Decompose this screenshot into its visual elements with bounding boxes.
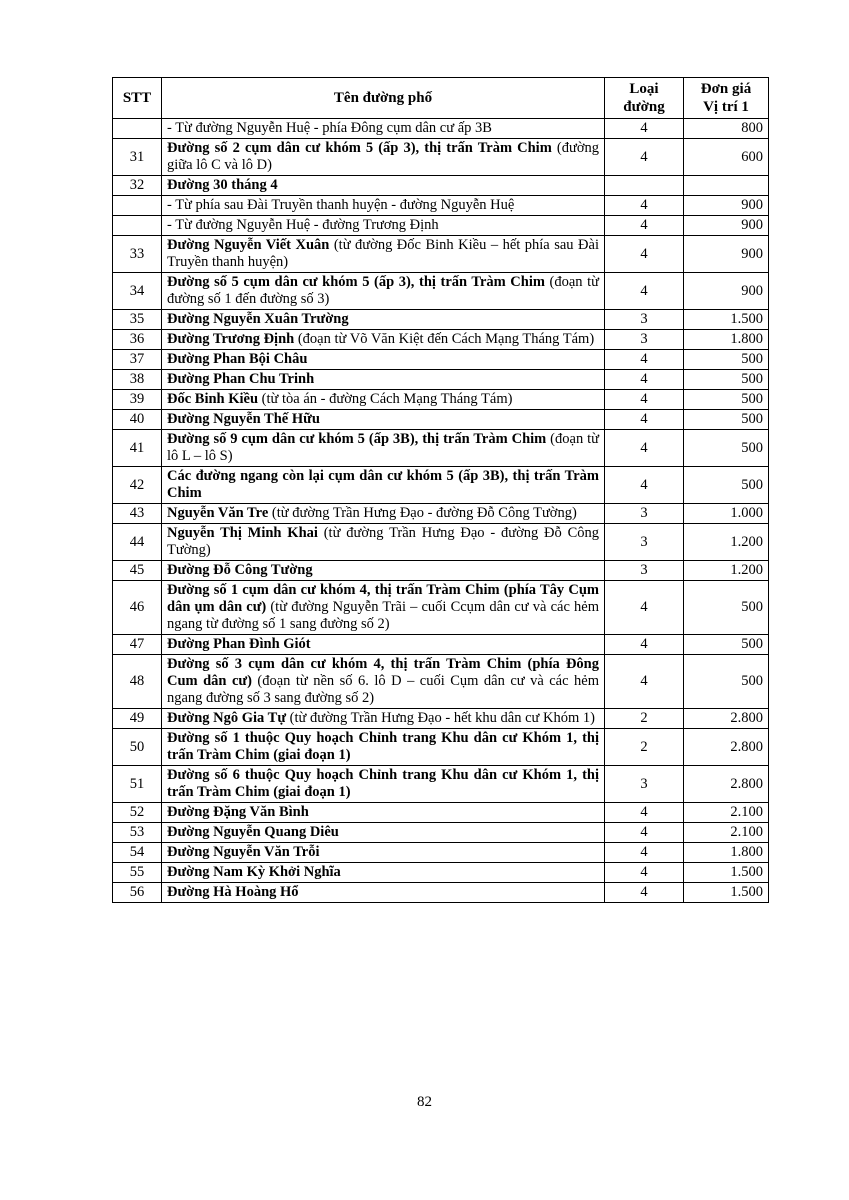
cell-road-type: 4 — [605, 635, 684, 655]
cell-road-type: 4 — [605, 390, 684, 410]
cell-unit-price: 1.800 — [684, 843, 769, 863]
cell-unit-price: 2.800 — [684, 729, 769, 766]
table-row — [113, 524, 769, 561]
cell-stt: 38 — [113, 370, 162, 390]
street-name-detail: (đường giữa lô C và lô D) — [167, 140, 599, 173]
cell-street-name — [162, 467, 605, 504]
street-name-bold: Đường số 1 thuộc Quy hoạch Chỉnh trang Khu dân cư Khóm 1, thị trấn Tràm Chim (giai đoạn 1) — [167, 730, 599, 763]
table-row — [113, 504, 769, 524]
table-row — [113, 766, 769, 803]
cell-stt: 49 — [113, 709, 162, 729]
table-row — [113, 176, 769, 196]
cell-stt: 51 — [113, 766, 162, 803]
cell-road-type: 4 — [605, 863, 684, 883]
table-row — [113, 370, 769, 390]
table-row — [113, 729, 769, 766]
street-name-bold: Đường Nguyễn Thế Hữu — [167, 411, 320, 427]
table-row — [113, 883, 769, 903]
cell-stt: 46 — [113, 581, 162, 635]
header-unit-price-line2: Vị trí 1 — [703, 99, 749, 115]
street-name-bold: Đường số 1 cụm dân cư khóm 4, thị trấn Tràm Chim (phía Tây Cụm dân ụm dân cư) — [167, 582, 599, 615]
cell-unit-price — [684, 176, 769, 196]
street-name-bold: Đường Ngô Gia Tự — [167, 710, 287, 726]
cell-stt: 34 — [113, 273, 162, 310]
cell-stt: 32 — [113, 176, 162, 196]
header-street-name: Tên đường phố — [162, 78, 605, 119]
street-name-bold: Đường Đỗ Công Tường — [167, 562, 313, 578]
cell-street-name — [162, 729, 605, 766]
cell-unit-price: 1.500 — [684, 883, 769, 903]
street-name-detail: (từ đường Trần Hưng Đạo - đường Đỗ Công Tường) — [268, 505, 577, 521]
cell-street-name — [162, 236, 605, 273]
cell-road-type: 3 — [605, 561, 684, 581]
cell-stt: 40 — [113, 410, 162, 430]
cell-road-type: 4 — [605, 883, 684, 903]
cell-unit-price: 500 — [684, 410, 769, 430]
header-road-type-line2: đường — [623, 99, 665, 115]
cell-unit-price: 900 — [684, 216, 769, 236]
table-row — [113, 410, 769, 430]
cell-stt: 43 — [113, 504, 162, 524]
table-row — [113, 823, 769, 843]
street-name-bold: Đường Nguyễn Xuân Trường — [167, 311, 349, 327]
cell-street-name — [162, 655, 605, 709]
street-name-detail: (từ tòa án - đường Cách Mạng Tháng Tám) — [258, 391, 513, 407]
cell-stt: 54 — [113, 843, 162, 863]
cell-street-name — [162, 863, 605, 883]
cell-stt: 48 — [113, 655, 162, 709]
cell-stt: 53 — [113, 823, 162, 843]
cell-unit-price: 800 — [684, 119, 769, 139]
street-name-bold: Đường Phan Bội Châu — [167, 351, 308, 367]
cell-road-type — [605, 176, 684, 196]
cell-road-type: 4 — [605, 430, 684, 467]
cell-road-type: 4 — [605, 216, 684, 236]
cell-road-type: 4 — [605, 273, 684, 310]
cell-street-name — [162, 803, 605, 823]
table-row — [113, 803, 769, 823]
cell-street-name — [162, 390, 605, 410]
cell-unit-price: 900 — [684, 273, 769, 310]
cell-road-type: 4 — [605, 655, 684, 709]
cell-stt: 35 — [113, 310, 162, 330]
cell-road-type: 3 — [605, 310, 684, 330]
street-name-detail: (từ đường Nguyễn Trãi – cuối Ccụm dân cư và các hẻm ngang từ đường số 1 sang đường số 2) — [167, 599, 599, 632]
cell-stt: 52 — [113, 803, 162, 823]
street-name-bold: Đường Nam Kỳ Khởi Nghĩa — [167, 864, 341, 880]
street-name-detail: - Từ đường Nguyễn Huệ - đường Trương Định — [167, 217, 439, 233]
cell-road-type: 3 — [605, 766, 684, 803]
cell-unit-price: 900 — [684, 196, 769, 216]
street-name-detail: - Từ đường Nguyễn Huệ - phía Đông cụm dân cư ấp 3B — [167, 120, 492, 136]
street-name-bold: Đường Đặng Văn Bình — [167, 804, 309, 820]
table-row — [113, 561, 769, 581]
street-name-detail: (đoạn từ nền số 6. lô D – cuối Cụm dân cư và các hẻm ngang đường số 3 sang đường số 2) — [167, 673, 599, 706]
cell-street-name — [162, 504, 605, 524]
cell-street-name — [162, 635, 605, 655]
table-row — [113, 390, 769, 410]
table-row — [113, 635, 769, 655]
cell-unit-price: 600 — [684, 139, 769, 176]
cell-unit-price: 500 — [684, 635, 769, 655]
cell-street-name — [162, 370, 605, 390]
cell-street-name — [162, 176, 605, 196]
cell-road-type: 4 — [605, 467, 684, 504]
cell-stt: 47 — [113, 635, 162, 655]
cell-unit-price: 900 — [684, 236, 769, 273]
street-name-detail: - Từ phía sau Đài Truyền thanh huyện - đường Nguyễn Huệ — [167, 197, 515, 213]
table-row — [113, 216, 769, 236]
cell-road-type: 4 — [605, 139, 684, 176]
cell-stt: 39 — [113, 390, 162, 410]
cell-unit-price: 500 — [684, 655, 769, 709]
table-row — [113, 273, 769, 310]
cell-road-type: 4 — [605, 350, 684, 370]
cell-unit-price: 2.800 — [684, 709, 769, 729]
cell-stt — [113, 216, 162, 236]
cell-road-type: 3 — [605, 504, 684, 524]
cell-street-name — [162, 410, 605, 430]
cell-street-name — [162, 843, 605, 863]
street-name-bold: Đường số 6 thuộc Quy hoạch Chỉnh trang Khu dân cư Khóm 1, thị trấn Tràm Chim (giai đoạn 1) — [167, 767, 599, 800]
street-name-bold: Đường Phan Chu Trinh — [167, 371, 315, 387]
cell-road-type: 4 — [605, 196, 684, 216]
street-name-detail: (đoạn từ Võ Văn Kiệt đến Cách Mạng Tháng Tám) — [294, 331, 595, 347]
cell-stt: 56 — [113, 883, 162, 903]
cell-unit-price: 500 — [684, 390, 769, 410]
street-name-bold: Đường số 3 cụm dân cư khóm 4, thị trấn Tràm Chim (phía Đông Cum dân cư) — [167, 656, 599, 689]
cell-road-type: 3 — [605, 524, 684, 561]
cell-unit-price: 500 — [684, 350, 769, 370]
cell-stt: 33 — [113, 236, 162, 273]
cell-street-name — [162, 310, 605, 330]
cell-road-type: 4 — [605, 581, 684, 635]
cell-street-name — [162, 766, 605, 803]
cell-road-type: 4 — [605, 410, 684, 430]
street-name-detail: (từ đường Trần Hưng Đạo - hết khu dân cư Khóm 1) — [286, 710, 595, 726]
cell-stt — [113, 196, 162, 216]
cell-unit-price: 500 — [684, 430, 769, 467]
cell-unit-price: 1.200 — [684, 524, 769, 561]
street-name-detail: (từ đường Trần Hưng Đạo - đường Đỗ Công Tường) — [167, 525, 599, 558]
cell-road-type: 4 — [605, 236, 684, 273]
cell-street-name — [162, 883, 605, 903]
street-name-bold: Đường Hà Hoàng Hổ — [167, 884, 299, 900]
table-row — [113, 863, 769, 883]
table-row — [113, 310, 769, 330]
cell-stt: 31 — [113, 139, 162, 176]
cell-road-type: 4 — [605, 843, 684, 863]
table-row — [113, 655, 769, 709]
cell-stt: 44 — [113, 524, 162, 561]
street-name-bold: Nguyễn Văn Tre — [167, 505, 269, 521]
table-row — [113, 709, 769, 729]
header-unit-price — [684, 78, 769, 119]
cell-unit-price: 1.500 — [684, 310, 769, 330]
table-row — [113, 430, 769, 467]
header-road-type-line1: Loại — [629, 81, 659, 97]
cell-stt: 36 — [113, 330, 162, 350]
page-number: 82 — [417, 1094, 432, 1110]
street-name-bold: Các đường ngang còn lại cụm dân cư khóm 5 (ấp 3B), thị trấn Tràm Chim — [167, 468, 599, 501]
cell-road-type: 3 — [605, 330, 684, 350]
cell-stt: 42 — [113, 467, 162, 504]
street-name-bold: Nguyễn Thị Minh Khai — [167, 525, 318, 541]
table-row — [113, 843, 769, 863]
cell-stt — [113, 119, 162, 139]
cell-stt: 41 — [113, 430, 162, 467]
street-name-bold: Đường 30 tháng 4 — [167, 177, 278, 193]
street-name-bold: Đường Nguyễn Quang Diêu — [167, 824, 339, 840]
cell-street-name — [162, 216, 605, 236]
street-name-bold: Đường số 9 cụm dân cư khóm 5 (ấp 3B), thị trấn Tràm Chim — [167, 431, 547, 447]
cell-stt: 50 — [113, 729, 162, 766]
cell-street-name — [162, 430, 605, 467]
cell-unit-price: 1.000 — [684, 504, 769, 524]
cell-road-type: 4 — [605, 119, 684, 139]
street-name-detail: (đoạn từ đường số 1 đến đường số 3) — [167, 274, 600, 307]
table-row — [113, 350, 769, 370]
cell-unit-price: 1.500 — [684, 863, 769, 883]
cell-street-name — [162, 119, 605, 139]
table-row — [113, 196, 769, 216]
cell-road-type: 2 — [605, 729, 684, 766]
cell-street-name — [162, 139, 605, 176]
street-name-bold: Đường Trương Định — [167, 331, 295, 347]
table-row — [113, 119, 769, 139]
cell-unit-price: 500 — [684, 581, 769, 635]
street-name-bold: Đường Nguyễn Viết Xuân — [167, 237, 330, 253]
header-stt: STT — [113, 78, 162, 119]
cell-street-name — [162, 709, 605, 729]
table-header-row — [113, 78, 769, 119]
cell-road-type: 4 — [605, 370, 684, 390]
table-row — [113, 330, 769, 350]
cell-street-name — [162, 196, 605, 216]
cell-street-name — [162, 350, 605, 370]
cell-unit-price: 2.800 — [684, 766, 769, 803]
street-name-bold: Đốc Binh Kiều — [167, 391, 259, 407]
street-name-detail: (từ đường Đốc Binh Kiều – hết phía sau Đài Truyền thanh huyện) — [167, 237, 599, 270]
street-name-detail: (đoạn từ lô L – lô S) — [167, 431, 600, 464]
cell-street-name — [162, 330, 605, 350]
street-name-bold: Đường số 2 cụm dân cư khóm 5 (ấp 3), thị trấn Tràm Chim — [167, 140, 552, 156]
cell-street-name — [162, 524, 605, 561]
cell-street-name — [162, 581, 605, 635]
cell-unit-price: 1.200 — [684, 561, 769, 581]
cell-unit-price: 2.100 — [684, 803, 769, 823]
cell-street-name — [162, 561, 605, 581]
cell-road-type: 4 — [605, 823, 684, 843]
cell-unit-price: 2.100 — [684, 823, 769, 843]
cell-stt: 55 — [113, 863, 162, 883]
table-row — [113, 467, 769, 504]
cell-unit-price: 500 — [684, 467, 769, 504]
street-price-table — [112, 77, 769, 903]
cell-stt: 37 — [113, 350, 162, 370]
cell-stt: 45 — [113, 561, 162, 581]
cell-street-name — [162, 273, 605, 310]
header-unit-price-line1: Đơn giá — [700, 81, 752, 97]
cell-street-name — [162, 823, 605, 843]
cell-road-type: 2 — [605, 709, 684, 729]
header-road-type — [605, 78, 684, 119]
street-name-bold: Đường số 5 cụm dân cư khóm 5 (ấp 3), thị trấn Tràm Chim — [167, 274, 545, 290]
table-row — [113, 581, 769, 635]
street-name-bold: Đường Nguyễn Văn Trỗi — [167, 844, 320, 860]
cell-unit-price: 500 — [684, 370, 769, 390]
cell-unit-price: 1.800 — [684, 330, 769, 350]
street-name-bold: Đường Phan Đình Giót — [167, 636, 311, 652]
cell-road-type: 4 — [605, 803, 684, 823]
table-row — [113, 139, 769, 176]
table-row — [113, 236, 769, 273]
